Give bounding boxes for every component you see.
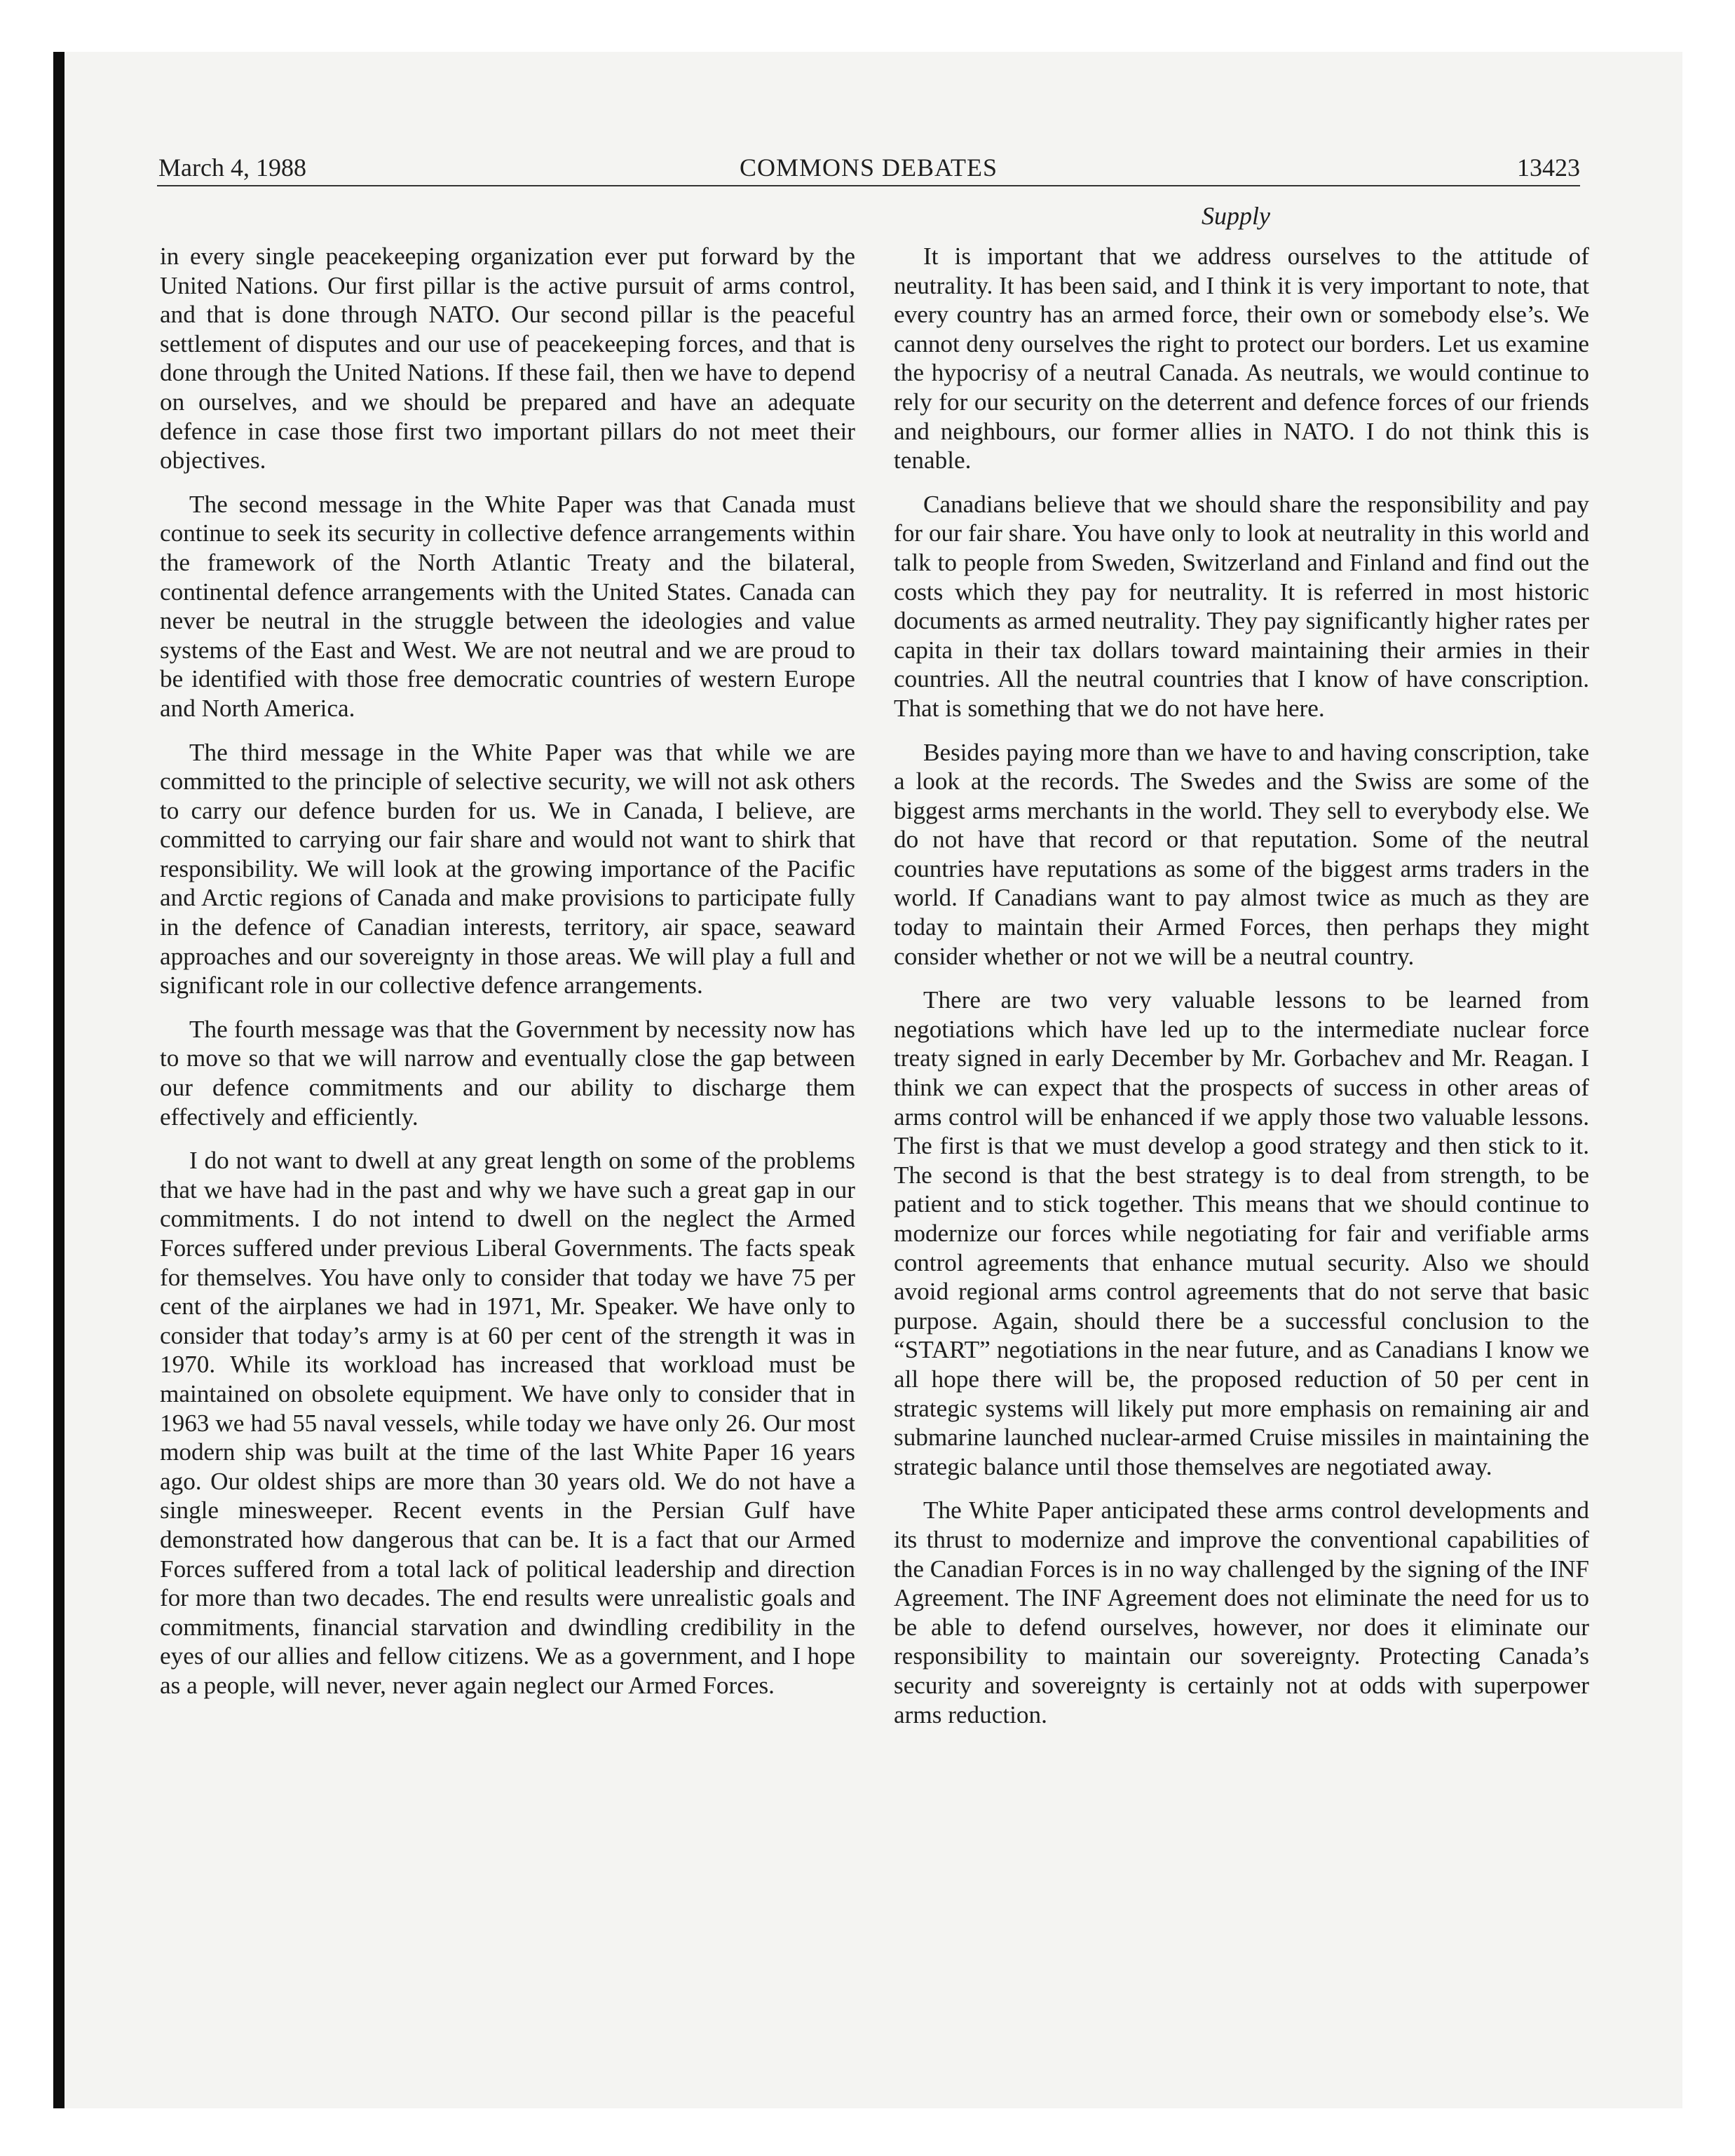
- paragraph: Canadians believe that we should share the responsibility and pay for our fair share. You have only to look at neutrality in this world and talk to people from Sweden, Switzerland and Finland and find out the costs which they pay for neutrality. It is referred in most historic documents as armed neutrality. They pay significantly higher rates per capita in their tax dollars toward maintaining their armies in their countries. All the neutral countries that I know of have conscription. That is something that we do not have here.: [894, 490, 1589, 722]
- header-title: COMMONS DEBATES: [739, 153, 998, 182]
- paragraph: The third message in the White Paper was that while we are committed to the principle of selective security, we will not ask others to carry our defence burden for us. We in Canada, I believe, are committed to carrying our fair share and would not want to shirk that responsibility. We will look at the growing importance of the Pacific and Arctic regions of Canada and make provisions to participate fully in the defence of Canadian interests, territory, air space, seaward approaches and our sovereignty in those areas. We will play a full and significant role in our collective defence arrangements.: [160, 738, 855, 999]
- header-date: March 4, 1988: [158, 153, 306, 182]
- paragraph: in every single peacekeeping organization ever put forward by the United Nations. Our first pillar is the active pursuit of arms control, and that is done through NATO. Our second pillar is the peaceful settlement of disputes and our use of peacekeeping forces, and that is done through the United Nations. If these fail, then we have to depend on ourselves, and we should be prepared and have an adequate defence in case those first two important pillars do not meet their objectives.: [160, 243, 855, 475]
- paragraph: Besides paying more than we have to and having conscription, take a look at the records. The Swedes and the Swiss are some of the biggest arms merchants in the world. They sell to everybody else. We do not have that record or that reputation. Some of the neutral countries have reputations as some of the biggest arms traders in the world. If Canadians want to pay almost twice as much as they are today to maintain their Armed Forces, then perhaps they might consider whether or not we will be a neutral country.: [894, 738, 1589, 970]
- paragraph: I do not want to dwell at any great length on some of the problems that we have had in the past and why we have such a great gap in our commitments. I do not intend to dwell on the neglect the Armed Forces suffered under previous Liberal Governments. The facts speak for themselves. You have only to consider that today we have 75 per cent of the airplanes we had in 1971, Mr. Speaker. We have only to consider that today’s army is at 60 per cent of the strength it was in 1970. While its workload has increased that workload must be maintained on obsolete equipment. We have only to consider that in 1963 we had 55 naval vessels, while today we have only 26. Our most modern ship was built at the time of the last White Paper 16 years ago. Our oldest ships are more than 30 years old. We do not have a single minesweeper. Recent events in the Persian Gulf have demonstrated how dangerous that can be. It is a fact that our Armed Forces suffered from a total lack of political leadership and direction for more than two decades. The end results were unrealistic goals and commitments, financial starvation and dwindling credibility in the eyes of our allies and fellow citizens. We as a government, and I hope as a people, will never, never again neglect our Armed Forces.: [160, 1147, 855, 1699]
- paragraph: The fourth message was that the Government by necessity now has to move so that we will narrow and eventually close the gap between our defence commitments and our ability to discharge them effectively and efficiently.: [160, 1015, 855, 1131]
- page-header: [157, 149, 1580, 186]
- header-page-number: 13423: [1517, 153, 1580, 182]
- paragraph: The second message in the White Paper was that Canada must continue to seek its security in collective defence arrangements within the framework of the North Atlantic Treaty and the bilateral, continental defence arrangements with the United States. Canada can never be neutral in the struggle between the ideologies and value systems of the East and West. We are not neutral and we are proud to be identified with those free democratic countries of western Europe and North America.: [160, 490, 855, 722]
- binding-edge: [53, 52, 64, 2108]
- section-label: Supply: [1202, 202, 1270, 230]
- paragraph: It is important that we address ourselves to the attitude of neutrality. It has been said, and I think it is very important to note, that every country has an armed force, their own or somebody else’s. We cannot deny ourselves the right to protect our borders. Let us examine the hypocrisy of a neutral Canada. As neutrals, we would continue to rely for our security on the deterrent and defence forces of our friends and neighbours, our former allies in NATO. I do not think this is tenable.: [894, 243, 1589, 475]
- right-column: [894, 242, 1589, 1744]
- paragraph: There are two very valuable lessons to be learned from negotiations which have led up to the intermediate nuclear force treaty signed in early December by Mr. Gorbachev and Mr. Reagan. I think we can expect that the prospects of success in other areas of arms control will be enhanced if we apply those two valuable lessons. The first is that we must develop a good strategy and then stick to it. The second is that the best strategy is to deal from strength, to be patient and to stick together. This means that we should continue to modernize our forces while negotiating for fair and verifiable arms control agreements that enhance mutual security. Also we should avoid regional arms control agreements that do not serve that basic purpose. Again, should there be a successful conclusion to the “START” negotiations in the near future, and as Canadians I know we all hope there will be, the proposed reduction of 50 per cent in strategic systems will likely put more emphasis on remaining air and submarine launched nuclear-armed Cruise missiles in maintaining the strategic balance until those themselves are negotiated away.: [894, 986, 1589, 1480]
- left-column: [160, 242, 855, 1715]
- paragraph: The White Paper anticipated these arms control developments and its thrust to modernize and improve the conventional capabilities of the Canadian Forces is in no way challenged by the signing of the INF Agreement. The INF Agreement does not eliminate the need for us to be able to defend ourselves, however, nor does it eliminate our responsibility to maintain our sovereignty. Protecting Canada’s security and sovereignty is certainly not at odds with superpower arms reduction.: [894, 1496, 1589, 1728]
